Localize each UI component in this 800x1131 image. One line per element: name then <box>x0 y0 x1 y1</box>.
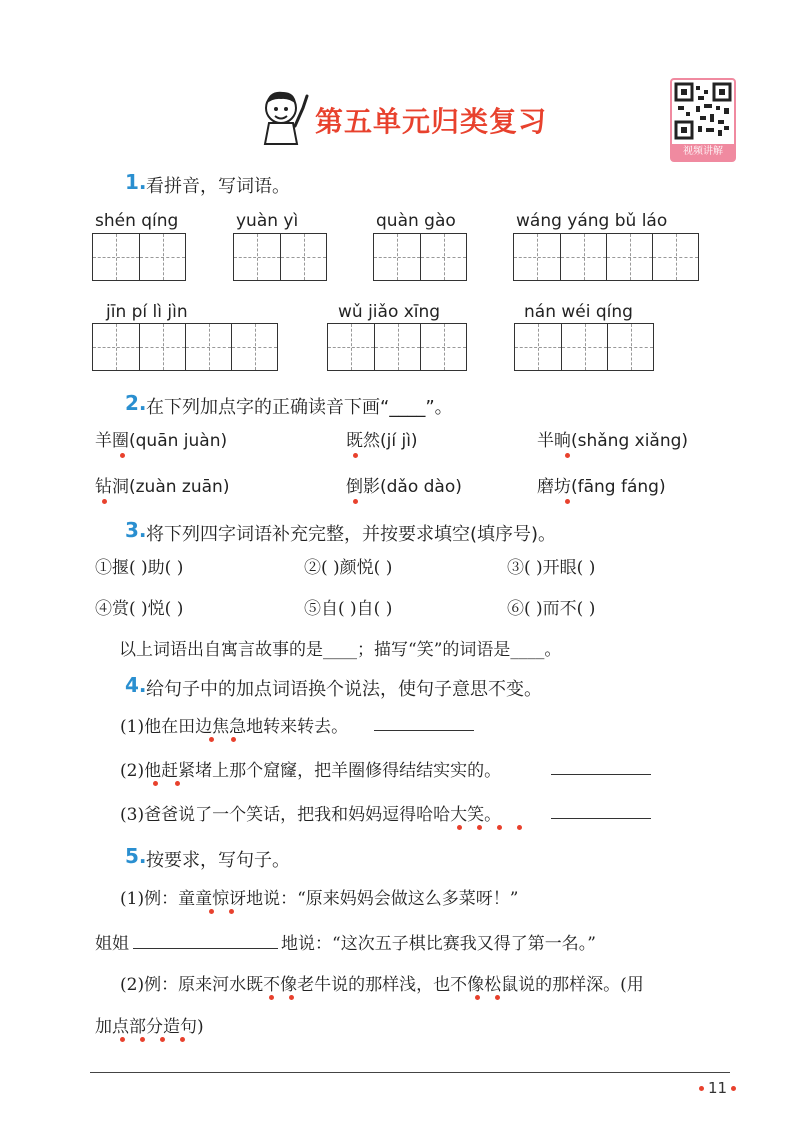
boy-pointing-icon <box>255 86 313 146</box>
emphasis-dot <box>475 995 480 1000</box>
emphasis-dot <box>209 737 214 742</box>
emphasis-dot <box>565 499 570 504</box>
q4-answer-line[interactable] <box>551 774 651 775</box>
q5-example-cont: 加点部分造句) <box>95 1017 204 1037</box>
q1-writing-grid[interactable] <box>513 233 699 281</box>
q1-pinyin: quàn gào <box>376 211 456 231</box>
emphasis-dot <box>497 825 502 830</box>
q5-example: (1)例：童童惊讶地说：“原来妈妈会做这么多菜呀！” <box>120 889 519 909</box>
emphasis-dot <box>353 499 358 504</box>
q1-writing-grid[interactable] <box>373 233 467 281</box>
emphasis-dot <box>120 453 125 458</box>
emphasis-dot <box>289 995 294 1000</box>
page-title: 第五单元归类复习 <box>315 105 548 138</box>
emphasis-dot <box>180 1037 185 1042</box>
q3-idiom: ②( )颜悦( ) <box>304 558 393 578</box>
q4-sentence: (3)爸爸说了一个笑话，把我和妈妈逗得哈哈大笑。 <box>120 805 502 825</box>
emphasis-dot <box>231 737 236 742</box>
q1-writing-grid[interactable] <box>92 233 186 281</box>
q5-fill-start: 姐姐 <box>95 934 129 954</box>
qr-code-icon <box>674 82 732 140</box>
q1-writing-grid[interactable] <box>233 233 327 281</box>
q1-pinyin: jīn pí lì jìn <box>106 302 188 322</box>
q1-writing-grid[interactable] <box>92 323 278 371</box>
q4-sentence: (1)他在田边焦急地转来转去。 <box>120 717 349 737</box>
q2-item: 半晌(shǎng xiǎng) <box>537 431 689 451</box>
q1-pinyin: wáng yáng bǔ láo <box>516 211 668 231</box>
q1-text: 看拼音，写词语。 <box>146 176 290 197</box>
qr-code[interactable] <box>670 78 736 162</box>
q1-writing-grid[interactable] <box>514 323 654 371</box>
q3-idiom: ①揠( )助( ) <box>95 558 184 578</box>
q2-item: 磨坊(fāng fáng) <box>537 477 666 497</box>
emphasis-dot <box>209 909 214 914</box>
q4-number: 4. <box>125 673 147 697</box>
emphasis-dot <box>120 1037 125 1042</box>
q2-number: 2. <box>125 391 147 415</box>
q4-text: 给句子中的加点词语换个说法，使句子意思不变。 <box>146 679 542 700</box>
answer-line[interactable] <box>90 1072 730 1073</box>
q1-pinyin: shén qíng <box>95 211 179 231</box>
emphasis-dot <box>269 995 274 1000</box>
q3-text: 将下列四字词语补充完整，并按要求填空(填序号)。 <box>146 524 557 545</box>
q5-text: 按要求，写句子。 <box>146 850 290 871</box>
q3-number: 3. <box>125 518 147 542</box>
q4-answer-line[interactable] <box>551 818 651 819</box>
emphasis-dot <box>517 825 522 830</box>
q1-pinyin: nán wéi qíng <box>524 302 633 322</box>
q3-idiom: ⑥( )而不( ) <box>507 599 596 619</box>
qr-label: 视频讲解 <box>672 144 734 160</box>
q5-example: (2)例：原来河水既不像老牛说的那样浅，也不像松鼠说的那样深。(用 <box>120 975 644 995</box>
emphasis-dot <box>140 1037 145 1042</box>
q2-item: 倒影(dǎo dào) <box>346 477 462 497</box>
emphasis-dot <box>160 1037 165 1042</box>
q2-item: 钻洞(zuàn zuān) <box>95 477 230 497</box>
q5-answer-line[interactable] <box>133 948 278 949</box>
emphasis-dot <box>153 781 158 786</box>
q4-sentence: (2)他赶紧堵上那个窟窿，把羊圈修得结结实实的。 <box>120 761 502 781</box>
q2-text: 在下列加点字的正确读音下画“____”。 <box>146 397 453 418</box>
q3-idiom: ⑤自( )自( ) <box>304 599 393 619</box>
q5-fill-end: 地说：“这次五子棋比赛我又得了第一名。” <box>281 934 596 954</box>
q1-pinyin: wǔ jiǎo xīng <box>338 302 441 322</box>
q1-writing-grid[interactable] <box>327 323 467 371</box>
page-number: 11 <box>695 1079 740 1097</box>
title-illustration <box>255 86 313 146</box>
q2-item: 羊圈(quān juàn) <box>95 431 228 451</box>
emphasis-dot <box>229 909 234 914</box>
emphasis-dot <box>102 499 107 504</box>
q5-number: 5. <box>125 844 147 868</box>
emphasis-dot <box>353 453 358 458</box>
q3-idiom: ③( )开眼( ) <box>507 558 596 578</box>
emphasis-dot <box>495 995 500 1000</box>
emphasis-dot <box>175 781 180 786</box>
emphasis-dot <box>477 825 482 830</box>
q3-fill: 以上词语出自寓言故事的是____；描写“笑”的词语是____。 <box>119 640 562 660</box>
emphasis-dot <box>565 453 570 458</box>
emphasis-dot <box>457 825 462 830</box>
q1-number: 1. <box>125 170 147 194</box>
q4-answer-line[interactable] <box>374 730 474 731</box>
q1-pinyin: yuàn yì <box>236 211 299 231</box>
q2-item: 既然(jí jì) <box>346 431 418 451</box>
q3-idiom: ④赏( )悦( ) <box>95 599 184 619</box>
